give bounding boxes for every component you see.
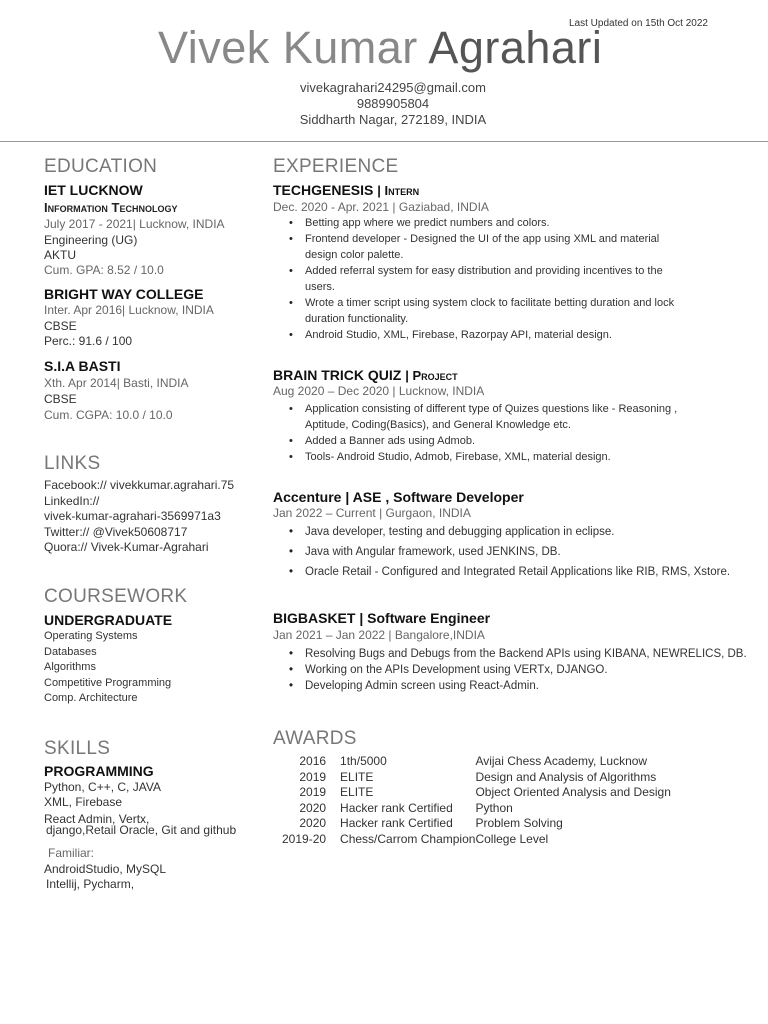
skills-subtitle: PROGRAMMING (44, 763, 154, 779)
job-bullets (273, 522, 730, 582)
award-row (282, 754, 671, 770)
coursework-title: COURSEWORK (44, 586, 188, 607)
link-quora[interactable]: Quora:// Vivek-Kumar-Agrahari (44, 540, 209, 554)
job-bigbasket: BIGBASKET | Software Engineer (273, 610, 491, 626)
job-role: | Project (405, 368, 458, 383)
award-year: 2020 (299, 800, 327, 815)
coursework-subtitle: UNDERGRADUATE (44, 612, 173, 628)
education-gpa: Perc.: 91.6 / 100 (44, 334, 133, 348)
job-bullet: • Resolving Bugs and Debugs from the Backend APIs using KIBANA, NEWRELICS, DB. (273, 646, 747, 662)
job-meta: Jan 2022 – Current | Gurgaon, INDIA (273, 506, 471, 520)
education-line: AKTU (44, 248, 77, 262)
job-accenture: Accenture | ASE , Software Developer (273, 489, 524, 505)
award-year: 2019 (299, 769, 327, 784)
award-row (282, 801, 671, 817)
course-item: Databases (44, 646, 97, 658)
award-year: 2019-20 (282, 831, 327, 846)
education-line: CBSE (44, 392, 77, 406)
job-company: BRAIN TRICK QUIZ (273, 367, 402, 383)
course-item: Algorithms (44, 661, 96, 673)
award-title: 1th/5000 (340, 754, 387, 768)
school-name: IET LUCKNOW (44, 182, 143, 198)
field-of-study: Information Technology (44, 200, 178, 215)
award-detail: Design and Analysis of Algorithms (475, 769, 657, 784)
header-divider (0, 141, 768, 142)
award-year: 2020 (299, 816, 327, 831)
job-bullets (273, 646, 747, 694)
education-line: Engineering (UG) (44, 233, 138, 247)
job-meta: Jan 2021 – Jan 2022 | Bangalore,INDIA (273, 628, 485, 642)
course-item: Competitive Programming (44, 677, 172, 689)
contact-address: Siddharth Nagar, 272189, INDIA (299, 112, 487, 127)
award-title: ELITE (340, 769, 374, 784)
award-detail: College Level (475, 831, 549, 846)
education-meta: Inter. Apr 2016| Lucknow, INDIA (44, 303, 214, 317)
award-detail: Problem Solving (475, 816, 563, 831)
job-bullet: • Tools- Android Studio, Admob, Firebase, XML, material design. (273, 449, 677, 465)
link-linkedin[interactable]: vivek-kumar-agrahari-3569971a3 (44, 509, 221, 523)
education-gpa: Cum. GPA: 8.52 / 10.0 (44, 263, 164, 277)
job-meta: Dec. 2020 - Apr. 2021 | Gaziabad, INDIA (273, 200, 489, 214)
job-company: TECHGENESIS (273, 182, 374, 198)
last-updated: Last Updated on 15th Oct 2022 (569, 18, 708, 29)
award-year: 2019 (299, 785, 327, 800)
job-bullet: • Betting app where we predict numbers and colors. (273, 215, 674, 231)
link-twitter[interactable]: Twitter:// @Vivek50608717 (44, 525, 188, 539)
contact-phone: 9889905804 (356, 96, 430, 111)
job-bullet: • Wrote a timer script using system clock to facilitate betting duration and lock (273, 295, 674, 311)
job-meta: Aug 2020 – Dec 2020 | Lucknow, INDIA (273, 384, 485, 398)
first-name: Vivek Kumar (158, 22, 418, 73)
awards-table (282, 754, 671, 848)
job-bullet: • Java with Angular framework, used JENKINS, DB. (273, 542, 730, 562)
course-item: Comp. Architecture (44, 692, 138, 704)
last-name: Agrahari (428, 22, 603, 73)
job-bullet: • Frontend developer - Designed the UI of the app using XML and material (273, 231, 674, 247)
education-meta: Xth. Apr 2014| Basti, INDIA (44, 376, 189, 390)
job-bullet-cont: Aptitude, Coding(Basics), and General Knowledge etc. (305, 419, 571, 431)
skills-line: Python, C++, C, JAVA (44, 780, 161, 794)
school-name: BRIGHT WAY COLLEGE (44, 286, 204, 302)
education-meta: July 2017 - 2021| Lucknow, INDIA (44, 217, 225, 231)
award-detail: Avijai Chess Academy, Lucknow (475, 754, 648, 768)
skills-familiar-line: Intellij, Pycharm, (46, 877, 135, 891)
job-bullet: • Added referral system for easy distribution and providing incentives to the (273, 263, 674, 279)
award-detail: Object Oriented Analysis and Design (475, 785, 671, 800)
job-bullet: • Oracle Retail - Configured and Integrated Retail Applications like RIB, RMS, Xstore. (273, 562, 730, 582)
course-item: Operating Systems (44, 630, 138, 642)
experience-title: EXPERIENCE (273, 156, 399, 177)
job-bullets (273, 401, 677, 465)
skills-familiar-line: AndroidStudio, MySQL (44, 862, 167, 876)
award-detail: Python (475, 800, 513, 815)
award-title: Chess/Carrom Champion (340, 831, 476, 846)
contact-email[interactable]: vivekagrahari24295@gmail.com (300, 80, 486, 95)
job-bullet-cont: users. (305, 281, 335, 293)
job-role: | Intern (377, 183, 420, 198)
skills-line: React Admin, Vertx, (44, 812, 150, 826)
skills-familiar-label: Familiar: (48, 846, 95, 860)
job-bullet: • Working on the APIs Development using VERTx, DJANGO. (273, 662, 747, 678)
resume-name (158, 20, 602, 76)
job-bullet-cont: duration functionality. (305, 313, 409, 325)
award-row (282, 832, 671, 848)
links-title: LINKS (44, 453, 101, 474)
education-line: CBSE (44, 319, 77, 333)
education-gpa: Cum. CGPA: 10.0 / 10.0 (44, 408, 173, 422)
job-bullet: • Java developer, testing and debugging application in eclipse. (273, 522, 730, 542)
school-name: S.I.A BASTI (44, 358, 121, 374)
link-facebook[interactable]: Facebook:// vivekkumar.agrahari.75 (44, 478, 235, 492)
link-linkedin-label[interactable]: LinkedIn:// (44, 494, 100, 508)
job-bullet-cont: design color palette. (305, 249, 404, 261)
skills-line: XML, Firebase (44, 795, 123, 809)
job-bullet: • Android Studio, XML, Firebase, Razorpay API, material design. (273, 327, 674, 343)
award-title: Hacker rank Certified (340, 800, 453, 815)
award-row (282, 770, 671, 786)
skills-title: SKILLS (44, 738, 111, 759)
award-title: ELITE (340, 785, 374, 800)
awards-title: AWARDS (273, 728, 357, 749)
job-bullets (273, 215, 674, 343)
education-title: EDUCATION (44, 156, 158, 177)
job-bullet: • Developing Admin screen using React-Admin. (273, 678, 747, 694)
job-bullet: • Application consisting of different type of Quizes questions like - Reasoning , (273, 401, 677, 417)
job-bullet: • Added a Banner ads using Admob. (273, 433, 677, 449)
award-row (282, 785, 671, 801)
job-braintrick (273, 367, 458, 384)
skills-line: django,Retail Oracle, Git and github (46, 823, 237, 837)
award-title: Hacker rank Certified (340, 816, 453, 831)
award-row (282, 816, 671, 832)
award-year: 2016 (299, 754, 327, 768)
job-techgenesis (273, 182, 419, 199)
